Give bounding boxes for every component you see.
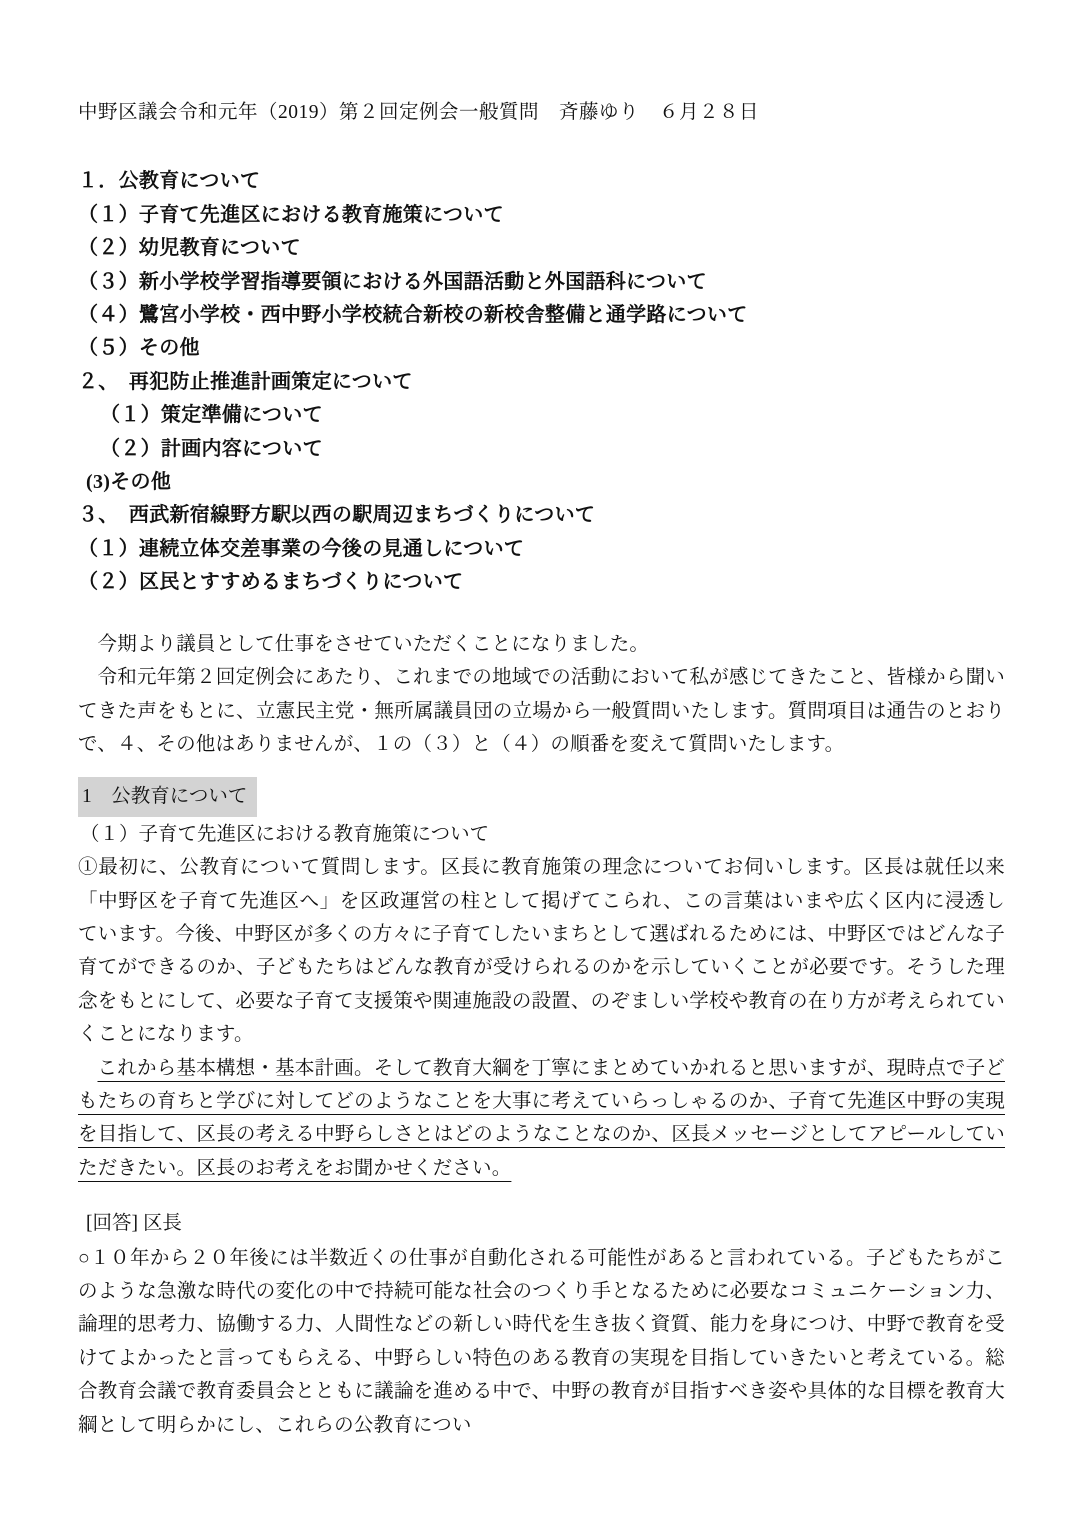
- outline-item: （３）新小学校学習指導要領における外国語活動と外国語科について: [78, 270, 707, 293]
- question-outline: [78, 165, 1005, 599]
- intro-paragraph-1: 今期より議員として仕事をさせていただくことになりました。: [97, 633, 650, 655]
- outline-item: （１）策定準備について: [100, 404, 323, 427]
- answer-section: [78, 1207, 1005, 1442]
- outline-item: ３、 西武新宿線野方駅以西の駅周辺まちづくりについて: [78, 504, 596, 527]
- outline-item: ２、 再犯防止推進計画策定について: [78, 370, 413, 393]
- outline-item: （５）その他: [78, 337, 200, 360]
- section1-heading-row: [78, 777, 1005, 816]
- outline-item: １．公教育について: [78, 170, 261, 193]
- outline-item: （２）区民とすすめるまちづくりについて: [78, 571, 464, 594]
- outline-item: （１）子育て先進区における教育施策について: [78, 203, 504, 226]
- section1-question-body: ①最初に、公教育について質問します。区長に教育施策の理念についてお伺いします。区長は就任以来「中野区を子育て先進区へ」を区政運営の柱として掲げてこられ、この言葉はいまや広く区内に浸透しています。今後、中野区が多くの方々に子育てしたいまちとして選ばれるためには、中野区ではどんな子育てができるのか、子どもたちはどんな教育が受けられるのかを示していくことが必要です。そうした理念をもとにして、必要な子育て支援策や関連施設の設置、のぞましい学校や教育の在り方が考えられていくことになります。: [78, 857, 1005, 1046]
- intro-paragraph-2: 令和元年第２回定例会にあたり、これまでの地域での活動において私が感じてきたこと、皆様から聞いてきた声をもとに、立憲民主党・無所属議員団の立場から一般質問いたします。質問項目は通告のとおりで、４、その他はありませんが、１の（３）と（４）の順番を変えて質問いたします。: [78, 667, 1005, 755]
- section1-subheading: （１）子育て先進区における教育施策について: [80, 823, 490, 845]
- section1-heading-highlighted: 1 公教育について: [78, 777, 257, 816]
- answer-label: [回答] 区長: [86, 1213, 182, 1235]
- intro-section: [78, 628, 1005, 762]
- outline-item: （２）幼児教育について: [78, 237, 301, 260]
- outline-item: （４）鷺宮小学校・西中野小学校統合新校の新校舎整備と通学路について: [78, 304, 748, 327]
- outline-item: (3)その他: [86, 471, 172, 494]
- outline-item: （２）計画内容について: [100, 437, 323, 460]
- document-title: 中野区議会令和元年（2019）第２回定例会一般質問 斉藤ゆり ６月２８日: [78, 102, 760, 123]
- outline-item: （１）連続立体交差事業の今後の見通しについて: [78, 537, 525, 560]
- answer-body: ○１０年から２０年後には半数近くの仕事が自動化される可能性があると言われている。子どもたちがこのような急激な時代の変化の中で持続可能な社会のつくり手となるために必要なコミュニケーション力、論理的思考力、協働する力、人間性などの新しい時代を生き抜く資質、能力を身につけ、中野で教育を受けてよかったと言ってもらえる、中野らしい特色のある教育の実現を目指していきたいと考えている。総合教育会議で教育委員会とともに議論を進める中で、中野の教育が目指すべき姿や具体的な目標を教育大綱として明らかにし、これらの公教育につい: [78, 1247, 1005, 1436]
- section1-question-underlined: これから基本構想・基本計画。そして教育大綱を丁寧にまとめていかれると思いますが、現時点で子どもたちの育ちと学びに対してどのようなことを大事に考えていらっしゃるのか、子育て先進区中野の実現を目指して、区長の考える中野らしさとはどのようなことなのか、区長メッセージとしてアピールしていただきたい。区長のお考えをお聞かせください。: [78, 1057, 1005, 1179]
